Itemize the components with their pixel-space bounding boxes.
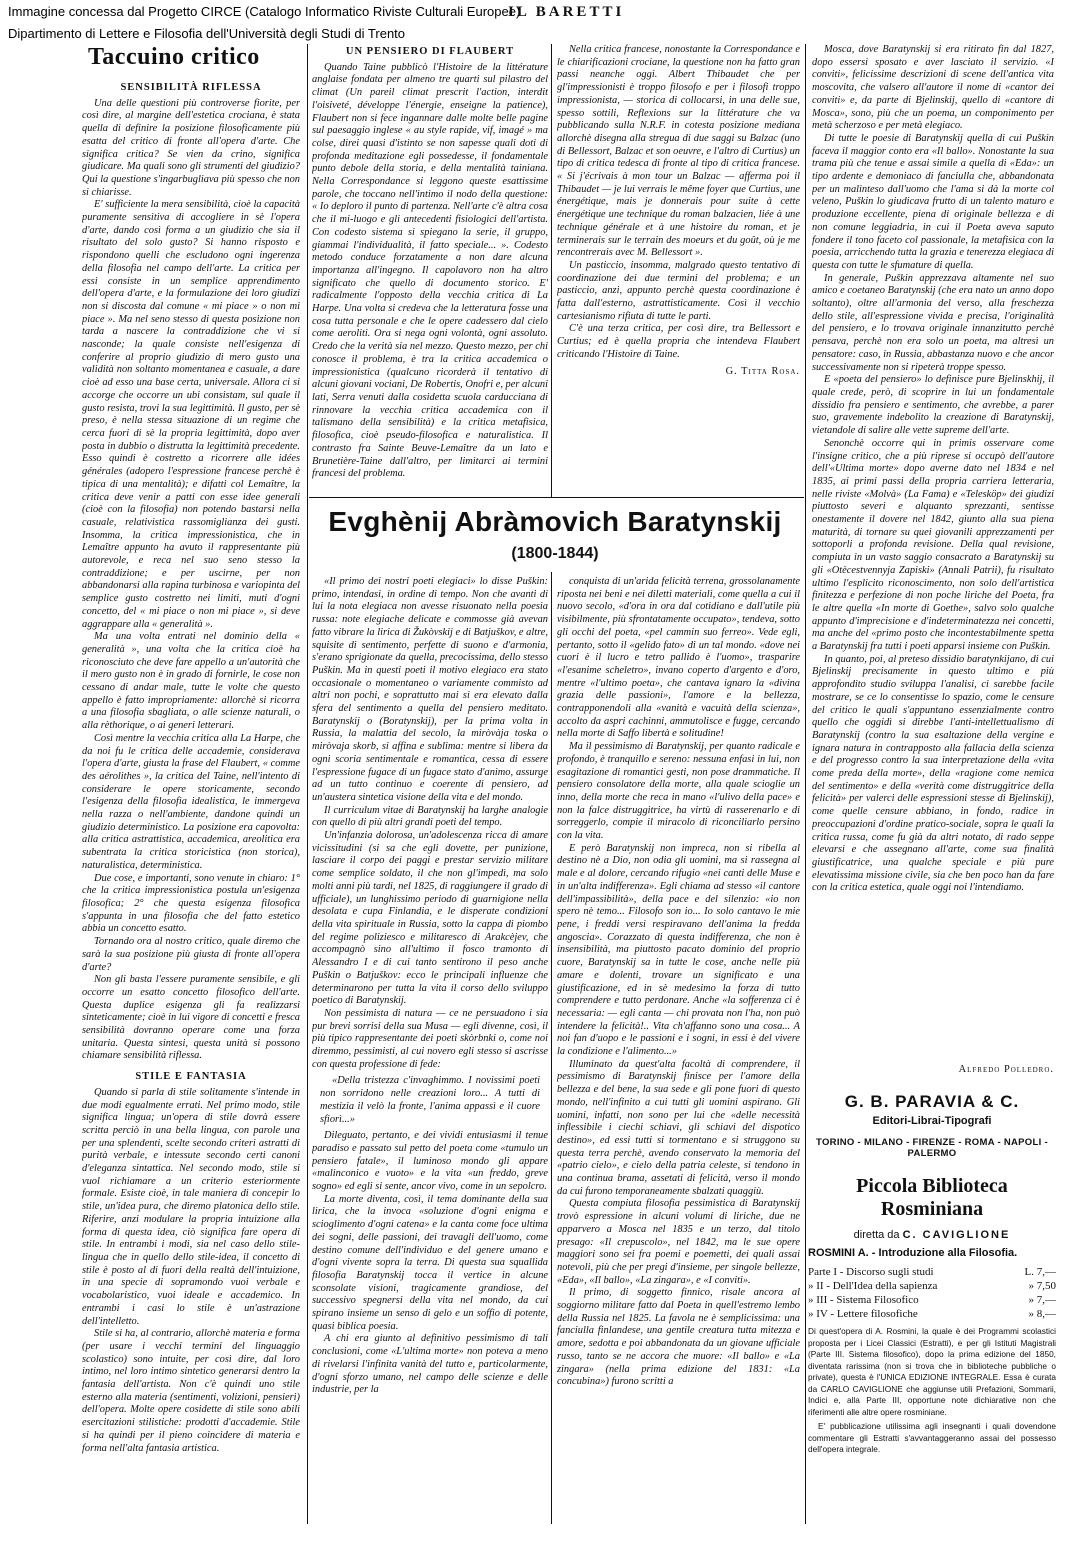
ad-part-price: » 7,— [1028, 1294, 1056, 1306]
taccuino-section2-heading: STILE E FANTASIA [135, 1071, 247, 1083]
baratynskij-paragraph: In quanto, poi, al preteso dissidio baratynkijano, di cui Bjelinskij precisamente in questo ultimo e più approfondito studio sviluppa l'analisi, ci sarebbe facile mostrare, se ce lo consentisse lo spazio, come le censure del critico le quali s'appuntano essenzialmente contro quello che oggidì si direbbe l'anti-intellettualismo di Baratynskij (contro la sua esaltazione della vergine e ignara natura in contrapposto alla fallacia della scienza e del progresso contro la sua interpretazione della «vita come preda della morte», della «ragione come nemica del sentimento» e della «verità come distruggitrice della felicità» per valerci delle espressioni stesse di Bjelinskij), come quelle censure abbiano, in fondo, radice in preoccupazioni d'ordine pratico-sociale, sopra le quali la critica russa, come fu già da altri notato, di rado seppe elevarsi e che assegnano all'arte, come sua finalità giustificatrice, una qualche speciale e più pure elevatissima missione civile, sia che ben poco han da fare con la critica estetica, quale oggi noi l'intendiamo. [812, 653, 1054, 894]
flaubert-paragraph: Quando Taine pubblicò l'Histoire de la littérature anglaise fondata per almeno tre quarti sul pilastro del climat (Un pareil climat prescrit l'action, interdit l'oisiveté, développe l'énergie, enseigne la patience), Flaubert non si fece ingannare dalle molte belle pagine sul paesaggio inglese « au style rapide, vif, imagé » ma colse, direi quasi d'istinto se non sapesse quali doti di profonda meditazione egli possedesse, il fondamentale punto debole della storia, e della mentalità tainiana. Nella Correspondance si leggono queste esattissime parole, che toccano nell'intimo il nodo della questione: « Io deploro il punto di partenza. Nell'arte c'è altra cosa che il mi-luogo e gli antecedenti fisiologici dell'artista. Con codesto sistema si spiegano la serie, il gruppo, giammai l'individualità, il fatto speciale... ». Codesto metodo conduce forzatamente a non dare alcuna importanza all'ingegno. Il capolavoro non ha altro significato che quello di documento storico. E' radicalmente l'opposto della vecchia critica di La Harpe. Una volta si credeva che la letteratura fosse una cosa tutta personale e che le opere cadessero dal cielo come aeroliti. Ora si nega ogni volontà, ogni assoluto. Credo che la verità sia nel mezzo. Questo mezzo, per chi conosce il problema, è tra la critica accademica o impressionistica (qualcuno ricorderà il tentativo di alcuni giovani vociani, De Robertis, Onofri e, per alcuni lati, Serra venuti dalla cosidetta scuola carducciana di rinnovare la vecchia critica accademica con il talismano della sensibilità) e la critica metafisica, filosofica, cioè pseudo-filosofica e naturalistica. Il contrasto fra Sainte Beuve-Lemaître da un lato e Brunetière-Taine dall'altro, per limitarci ai termini francesi del problema. [312, 61, 548, 480]
taccuino-column [82, 80, 300, 1525]
baratynskij-column-1 [312, 576, 548, 1526]
ad-cities: TORINO - MILANO - FIRENZE - ROMA - NAPOLI - PALERMO [816, 1137, 1048, 1159]
baratynskij-paragraph: Un'infanzia dolorosa, un'adolescenza ricca di amare vicissitudini (si sa che egli dovette, per punizione, lasciare il corpo dei paggi e prestar servizio militare come semplice soldato, il che non gl'impedì, ma solo molti anni più tardi, nel 1825, di raggiungere il grado di ufficiale), un lunghissimo periodo di guarnigione nella desolata e cupa Finlandia, e le disperate condizioni della vita spirituale in Russia, sotto la cappa di piombo del regime poliziesco e militaresco di Arakcèjev, che accompagnò sino all'ultimo il fosco tramonto di Alessandro I e di cui tanto sentirono il peso anche Puškin o Batjuškov: ecco le principali influenze che determinarono per tutta la vita il corso dello sviluppo poetico di Baratynskij. [312, 830, 548, 1007]
baratynskij-paragraph: Illuminato da quest'alta facoltà di comprendere, il pessimismo di Baratynskij finisce per l'amore della bellezza e del bene, la sua sede e gli pone fuori di questo mondo, nell'infinito a cui tutti gli uomini aspirano. Gli uomini, infatti, non sono per lui che «delle necessità inflessibile i ciechi schiavi, gli schiavi del dispotico destino», ed essi tutti si tormentano e si struggono su questa terra perchè, avendo conservato la memoria del «patrio cielo», e cielo della patria celeste, si tendono in una continua brama, assetati di felicità, verso il mondo da cui furono temporaneamente sbalzati quaggiù. [557, 1058, 800, 1197]
baratynskij-column-2 [557, 576, 800, 1526]
ad-directed-by: diretta da [853, 1229, 900, 1241]
ad-title-line-2: Rosminiana [880, 1198, 984, 1220]
headline-rule [309, 497, 804, 498]
baratynskij-paragraph: Questa compiuta filosofia pessimistica di Baratynskij trovò espressione in alcuni volumi di liriche, due ne apparvero a Mosca nel 1835 e un terzo, dal titolo presago: «Il crepuscolo», nel 1842, ma le sue opere maggiori sono sei fra poemi e poemetti, dei quali assai notevoli, più che per pregi d'insieme, per singole bellezze, «Eda», «Il ballo», «La zingara», e «I conviti». [557, 1198, 800, 1286]
ad-part-price: L. 7,— [1024, 1266, 1056, 1278]
flaubert-paragraph: C'è una terza critica, per così dire, tra Bellessort e Curtius; ed è quella propria che intendeva Flaubert criticando l'Histoire di Taine. [557, 323, 800, 360]
ad-part [808, 1293, 1056, 1307]
taccuino-paragraph: E' sufficiente la mera sensibilità, cioè la capacità puramente sensitiva di accogliere in sè l'opera d'arte, dando così forma a un giudizio che sia il risultato del solo gusto? Si hanno risposto e rispondono quelli che escludono ogni ingerenza della filosofia nel campo dell'arte. La critica per essi consiste in un semplice apprendimento dell'opera d'arte, e la formulazione dei loro giudizi non si discosta dal comune « mi piace » o non mi piace ». Ma nel seno stesso di questa posizione non tarda a nascere la contraddizione che vi si nasconde; la quale consiste nell'esigenza di conferire al proprio giudizio di mero gusto una validità non soltanto momentanea e casuale, a dare cioè ad esso una base certa, universale. Allora ci si accorge che occorre un ubi consistam, sul quale il gusto resista, trovi la sua legittimità. Il gusto, per sè preso, è nella stessa situazione di un regime che cerca fuori di sè la propria legittimità, dopo aver posta in dubbio o distrutta la legittimità precedente. Esso quindi è costretto a ricorrere alle idées générales (adopero l'espressione francese perchè è tipica di una mentalità); e difatti col Lemaître, la critica deve venir a patti con esse idee generali (cioè con la filosofia) non potendo bastarsi nella casuale, relativistica rassomiglianza dei gusti. Insomma, la critica impressionistica, che in Lemaître appunto ha avuto il rappresentante più autorevole, e reca nel suo seno stesso la contraddizione; e per uscirne, per non abbandonarsi alla rapina turbinosa e variopinta del semplice gusto costretto nei limiti, muti d'ogni concetto, del « mi piace o non mi piace », si deve aggrappare alla « generalità ». [82, 199, 300, 630]
baratynskij-paragraph: Il primo, di soggetto finnico, risale ancora al soggiorno militare fatto dal Poeta in quell'estremo lembo della Russia nel 1825. La favola ne è semplicissima: una fanciulla finlandese, una gentile creatura tutta mitezza e amore, sedotta e poi abbandonata da un giovane ufficiale russo, tanto se ne accora che muore: «Il ballo» e «La zingara» (nella prima edizione del 1831: «La concubina») furono scritti a [557, 1287, 800, 1388]
ad-note: E' pubblicazione utilissima agli insegnanti i quali dovendone commentare gli Estratti s'avvantaggeranno assai del possesso dell'opera integrale. [808, 1421, 1056, 1454]
ad-part-price: » 7,50 [1028, 1280, 1056, 1292]
ad-part [808, 1279, 1056, 1293]
baratynskij-signature-box [812, 1064, 1054, 1080]
taccuino-paragraph: Due cose, e importanti, sono venute in chiaro: 1° che la critica impressionistica postula un'esigenza filosofica; 2° che questa esigenza filosofica s'appunta in una filosofia che del fatto estetico abbia un concetto esatto. [82, 872, 300, 935]
flaubert-heading: UN PENSIERO DI FLAUBERT [345, 46, 515, 57]
ad-part [808, 1307, 1056, 1321]
ad-parts-list [808, 1265, 1056, 1321]
baratynskij-paragraph: «Il primo dei nostri poeti elegiaci» lo disse Puškin: primo, intendasi, in ordine di tempo. Non che avanti di lui la nota elegiaca non avesse risuonato nella poesia russa: note elegiache delicate e commosse già avevan fatto vibrare la lirica di Žukòvskij e di Batjuškov, e altre, squisite di sentimento, perfette di suono e d'armonia, s'erano sprigionate da quella, precocissima, dello stesso Puškin. Ma in questi poeti il motivo elegiaco era stato occasionale o momentaneo o variamente commisto ad altri non pochi, e soprattutto mai si era elevato dalla sfera del sentimento a quella del pensiero meditato. Baratynskij o (Boratynskij), per la prima volta in Russia, la malattia del secolo, la miròvàja toska o miròvaja skorb, si affina e sublima: mentre si libera da ogni scoria sentimentale e romantica, cessa di essere l'espressione fugace di un fugace stato d'animo, assurge ad un tutto continuo e coerente di pensiero, ad un'austera sintetica visione della vita e del mondo. [312, 576, 548, 803]
baratynskij-paragraph: conquista di un'arida felicità terrena, grossolanamente riposta nei beni e nei diletti materiali, come quella a cui il nuovo secolo, «d'ora in ora dal cotidiano e dall'utile più visibilmente, più sfrontatamente occupato», tendeva, sotto gli occhi del poeta, «pel cammin suo ferreo». Vede egli, pertanto, sotto il «gelido fato» di un tal mondo. «dove nei cuori è il lucro e tetro pallido è l'uomo», trasparire «l'esanime scheletro», invano coperto d'argento e d'oro, mentre «l'ultimo poeta», che cantava ignaro la «divina grazia delle passioni», l'amore e la bellezza, contrapponendoli alla «vanità e vacuità della scienza», accolto da aspri cachinni, ammutolisce e fugge, cercando nella morte di Saffo libertà e solitudine! [557, 576, 800, 740]
ad-description: Di quest'opera di A. Rosmini, la quale è dei Programmi scolastici proposta per i Licei Classici (Estratti), e per gli Istituti Magistrali (Parte III. Sistema filosofico), dopo la prima edizione del 1850, diventata rarissima (non si trova che in biblioteche pubbliche o private), questa è l'UNICA EDIZIONE INTEGRALE. Essa è curata da CARLO CAVIGLIONE che aggiunse utili Prefazioni, Sommarii, Indici e, alla Parte III, opportune note dichiarative non che riferimenti alle altre opere rosminiane. [808, 1326, 1056, 1417]
ad-director-line [808, 1229, 1056, 1241]
baratynskij-paragraph: Mosca, dove Baratynskij si era ritirato fin dal 1827, dopo essersi sposato e aver lasciato il servizio. «I conviti», felicissime descrizioni di scene dell'antica vita moscovita, che valsero all'autore il nome di «cantor dei conviti» e, da parte di Bjelinskij, quello di «cantore di Mosca», sono, più che un poema, un componimento per metà scherzoso e per metà elegiaco. [812, 44, 1054, 132]
flaubert-column-2 [557, 44, 800, 494]
ad-part-price: » 8,— [1028, 1308, 1056, 1320]
baratynskij-paragraph: La morte diventa, così, il tema dominante della sua lirica, che la invoca «soluzione d'ogni enigma e scioglimento d'ogni catena» e la canta come foce ultima dei sogni, delle passioni, dei travagli dell'uomo, come destino comune dell'individuo e del genere umano e d'ogni vivente sopra la terra. Di questa sua squallida filosofia Baratynskij tocca il vertice in alcune sconsolate visioni, tragicamente grandiose, del successivo spegnersi della vita nel mondo, da cui spirano insieme un senso di gelo e un soffio di potente, quasi biblica poesia. [312, 1193, 548, 1332]
ad-subtitle: Editori-Librai-Tipografi [872, 1115, 992, 1127]
baratynskij-paragraph: A chi era giunto al definitivo pessimismo di tali conclusioni, come «L'ultima morte» non poteva a meno di rivelarsi l'infinita vanità del tutto e, particolarmente, d'ogni sforzo umano, nel campo delle scienze e delle industrie, per la [312, 1333, 548, 1396]
ad-part-label: » II - Dell'Idea della sapienza [808, 1280, 938, 1292]
ad-part-label: Parte I - Discorso sugli studi [808, 1266, 934, 1278]
flaubert-paragraph: Un pasticcio, insomma, malgrado questo tentativo di coordinazione dei due termini del problema; e un pasticcio, anzi, appunto perchè questa coordinazione è fatta dall'esterno, astrattisticamente. Così il vecchio cartesianismo rifiuta di tutte le parti. [557, 259, 800, 322]
taccuino-title: Taccuino critico [88, 44, 260, 70]
baratynskij-paragraph: E «poeta del pensiero» lo definisce pure Bjelinskhij, il quale crede, però, di scoprire in lui un fondamentale dissidio fra pensiero e sentimento, che avrebbe, a parer suo, gravemente indebolito la creazione di Baratynskij, vietandole di salire alle vette supreme dell'arte. [812, 374, 1054, 437]
baratynskij-paragraph: Dileguato, pertanto, e dei vividi entusiasmi il tenue paradiso e passato sul petto del poeta come «tumulo un pensiero fatale», il luminoso mondo gli appare «malinconico e vuoto» e la vita «un freddo, greve sogno» ed egli si sente, ancor vivo, come in un sepolcro. [312, 1130, 548, 1193]
ad-director: C. CAVIGLIONE [902, 1229, 1011, 1241]
ad-part [808, 1265, 1056, 1279]
baratynskij-title: Evghènij Abràmovich Baratynskij [328, 506, 782, 537]
ad-intro: ROSMINI A. - Introduzione alla Filosofia. [808, 1247, 1018, 1259]
taccuino-paragraph: Così mentre la vecchia critica alla La Harpe, che da noi fu le critica delle accademie, considerava l'opera d'arte, giusta la frase del Flaubert, « comme des aérolithes », la critica del Taine, nell'intento di considerare le opere storicamente, secondo l'esigenza della filosofia idealistica, le immergeva nella razza o nell'ambiente, dandone quindi un giudizio deterministico. La posizione era capovolta: alla critica astrattistica, accademica, areolitica era subentrata la critica storicistica (non storica), naturalistica, deterministica. [82, 732, 300, 871]
baratynskij-paragraph: Il curriculum vitae di Baratynskij ha larghe analogie con quello di più altri grandi poeti del tempo. [312, 804, 548, 829]
baratynskij-paragraph: Senonchè occorre qui in primis osservare come l'insigne critico, che a più riprese si occupò dell'autore dell'«Ultima morte» dopo averne dato nel 1834 e nel 1835, ai primi passi della propria carriera letteraria, nelle riviste «Molvà» (La Fama) e «Telesköp» dei giudizi piuttosto severi e alquanto sprezzanti, sentisse onestamente il dovere nel 1842, giunto alla sua piena maturità, di tornare su quei giovanili apprezzamenti per sottoporli a profonda revisione. Della qual revisione, compiuta in un vasto saggio consacrato a Baratynskij su gli «Otècestvennyja Zapiski» (Annali Patrii), fu risultato ultimo l'esplicito riconoscimento, non solo dell'artistica finitezza e perfezione di non poche liriche del Poeta, fra le altre quella «In morte di Goethe», salvo solo qualche appunto d'imprecisione e d'indeterminatezza nei concetti, ma anche del «primo posto che incontestabilmente spetta a Baratynskij fra tutti i poeti apparsi insieme con Puškin. [812, 437, 1054, 653]
taccuino-paragraph: Non gli basta l'essere puramente sensibile, e gli occorre un esatto concetto filosofico dell'arte. Questa duplice esigenza gli fa realizzarsi sinteticamente; cioè in lui vigore di concetti e fresca sensibilità dovranno operare come una forza unitaria. Questa sintesi, questa unità si possono chiamare sensibilità riflessa. [82, 974, 300, 1062]
baratynskij-paragraph: Ma il pessimismo di Baratynskij, per quanto radicale e profondo, è tranquillo e sereno: nessuna enfasi in lui, non esagitazione di romantici gesti, non pose drammatiche. Il pensiero consolatore della morte, alla quale scioglie un inno, della morte che reca in mano «l'ulivo della pace» e non la falce distruggitrice, ha virtù di rasserenarlo e di sorreggerlo, compie il miracolo di riconciliarlo persino con la vita. [557, 741, 800, 842]
baratynskij-column-3 [812, 44, 1054, 1080]
baratynskij-paragraph: In generale, Puškin apprezzava altamente nel suo amico e coetaneo Baratynskij (che era nato un anno dopo soltanto), oltre all'armonia del verso, alla freschezza dello stile, all'espressione vivida e precisa, l'originalità del pensiero, e lo trovava originale innanzitutto perchè pensava, perchè non era solo un poeta, ma altresì un pensatore: caso, in Russia, abbastanza nuovo e che ancor successivamente non si ripeterà troppe spesso. [812, 272, 1054, 373]
taccuino-paragraph: Stile si ha, al contrario, allorchè materia e forma (per usare i vecchi termini del linguaggio scolastico) sono intuite, per così dire, dal loro intimo, nel loro intimo sintetico generarsi dentro la fantasia dell'artista. Non c'è quindi uno stile esterno alla materia (sentimenti, volizioni, pensieri) dell'opera. Molte opere cosidette di stile sono abili esercitazioni stilistiche: prodotti d'accademie. Stile si ha quindi per il pieno coincidere di materia e forma nell'alta fantasia artistica. [82, 1328, 300, 1454]
baratynskij-signature: Alfredo Polledro. [958, 1064, 1054, 1075]
taccuino-paragraph: Una delle questioni più controverse fiorite, per così dire, al margine dell'estetica crociana, è stata quella di definire la posizione filosoficamente più esatta del critico di fronte all'opera d'arte. Che significa critica? Se vien da crino, significa giudicare. Ma quali sono gli strumenti del giudizio? Qui la questione s'ingarbugliava più spesso che non si chiarisse. [82, 97, 300, 198]
flaubert-column-1 [312, 44, 548, 494]
column-rule [551, 44, 552, 498]
column-rule [551, 572, 552, 1524]
baratynskij-quote: «Della tristezza c'invaghimmo. I novissimi poeti non sorridono nelle creazioni loro... A tutti di mestizia il velò la fronte, l'anima appassì e il cuore sfiorì...» [320, 1075, 540, 1125]
baratynskij-paragraph: E però Baratynskij non impreca, non si ribella al destino nè a Dio, non odia gli uomini, ma si rassegna al male e al dolore, cercando rifugio «nei canti delle Muse e in un'alta indifferenza». Egli chiama ad stesso «il cantore dell'impassibilità», della pace e del silenzio: «io non spero nè temo... Filosofo son io... Io solo cantavo le mie pene, i freddi versi respiravano dell'anima la fredda angoscia». Corazzato di questa indifferenza, che non è insensibilità, ma piuttosto pacato dominio del proprio cuore, Baratynskij sa in tutte le cose, anche nelle più amare e dolenti, trovare un significato e una giustificazione, ed in sè medesimo la forza di tutto comprendere e tutto perdonare. Anche «la sofferenza ci è necessaria: — egli canta — chi provata non l'ha, non può intendere la felicità!.. Vita ch'affanno sono una cosa... A noi fan d'uopo e le passioni e i sogni, in essi è del vivere la condizione e l'alimento...» [557, 842, 800, 1058]
flaubert-paragraph: Nella critica francese, nonostante la Correspondance e le chiarificazioni crociane, la questione non ha fatto gran passi neanche oggi. Albert Thibaudet che per gl'impressionisti è troppo filosofo e per i filosofi troppo impressionista, — storica di collocarsi, in una delle sue, spesso sottili, Reflexions sur la littérature che va pubblicando sulla N.R.F. in cotesta posizione mediana allorchè disegna alla stregua di due saggi su Balzac (uno di Bellessort, Balzac et son oeuvre, e l'altro di Curtius) un tipo di critica tedesca di fronte al tipo di critica francese. « Si j'écrivais à mon tour un Balzac — afferma poi il Thibaudet — je lui verrais le même foyer que Curtius, une énergétique, mais je donnerais pour suite à cette énergétique une technique du roman balzacien, liée à une technique générale et à une histoire du roman, et je terminerais sur le terrain des moeurs et du goût, où je me rencontrerais avec M. Bellessort ». [557, 44, 800, 259]
taccuino-paragraph: Quando si parla di stile solitamente s'intende in due modi egualmente errati. Nel primo modo, stile significa lingua; un'opera di stile dovrà essere scritta perciò in una bella lingua, con parole una per una splendenti, scelte secondo criteri astratti di purità verbale, e intessute secondo certi canoni d'eleganza sintattica. Nel secondo modo, stile si vuol richiamare a un criterio esteriormente formale. Esiste cioè, in tale maniera di concepir lo stile, un'idea pura, che diremo platonica dello stile. Riferire, anzi modulare la propria intuizione alla forma di questa idea, ciò significa fare opera di stile. In entrambi i modi, sia nel caso dello stile-lingua che in quello dello stile-idea, il concetto di stile è posto al di fuori della realtà dell'intuizione, in una specie di sopramondo vuoi verbale e vocabolaristico, vuoi ideale e accademico. In entrambi i casi lo stile è un'astrazione dell'intelletto. [82, 1086, 300, 1327]
running-head: IL BARETTI [508, 4, 625, 20]
ad-title-line-1: Piccola Biblioteca [856, 1175, 1008, 1197]
column-rule [307, 44, 308, 1524]
credit-line-2: Dipartimento di Lettere e Filosofia dell'Università degli Studi di Trento [8, 26, 406, 41]
ad-part-label: » III - Sistema Filosofico [808, 1294, 919, 1306]
column-rule [805, 44, 806, 1524]
taccuino-section1-heading: SENSIBILITÀ RIFLESSA [120, 82, 262, 93]
ad-title [808, 1175, 1056, 1221]
ad-publisher: G. B. PARAVIA & C. [844, 1092, 1020, 1111]
taccuino-paragraph: Tornando ora al nostro critico, quale diremo che sarà la sua posizione più giusta di fronte all'opera d'arte? [82, 936, 300, 973]
baratynskij-dates: (1800-1844) [511, 545, 599, 562]
ad-part-label: » IV - Lettere filosofiche [808, 1308, 918, 1320]
flaubert-signature: G. Titta Rosa. [725, 365, 800, 377]
baratynskij-paragraph: Di tutte le poesie di Baratynskij quella di cui Puškin faceva il maggior conto era «Il ballo». Nonostante la sua trama più che tenue e assai simile a quella di «Eda»: un tipo ardente e demoniaco di fanciulla che, abbandonata per un malinteso dall'uomo che l'ama si dà la morte col veleno, Puškin lo giudicava frutto di un talento maturo e produzione eccellente, piena di originale bellezza e di non comune leggiadria, in cui il Poeta aveva saputo fondere il tono faceto col passionale, la metafisica con la poesia, arricchendo tutta la grazia e tenerezza elegiaca di questa con tutte le sfumature di quella. [812, 132, 1054, 271]
credit-line-1: Immagine concessa dal Progetto CIRCE (Catalogo Informatico Riviste Culturali Europee) [8, 4, 521, 19]
taccuino-paragraph: Ma una volta entrati nel dominio della « generalità », una volta che la critica cioè ha riconosciuto che deve fare appello a un'autorità che il mero gusto non è in grado di fornirle, le cose non cessano di andar male, tutte le volte che questo appello è fatto impropriamente: allorchè si ricorra a una filosofia sbagliata, o alle scienze naturali, o alla rèthorique, o ai generi letterari. [82, 631, 300, 732]
baratynskij-paragraph: Non pessimista di natura — ce ne persuadono i sia pur brevi sorrisi della sua Musa — egli divenne, così, il più tipico rappresentante dei poeti skòrbnki o, come noi diremmo, pessimisti, al cui novero egli stesso si ascrisse con questa professione di fede: [312, 1007, 548, 1070]
paravia-advertisement [808, 1092, 1056, 1456]
